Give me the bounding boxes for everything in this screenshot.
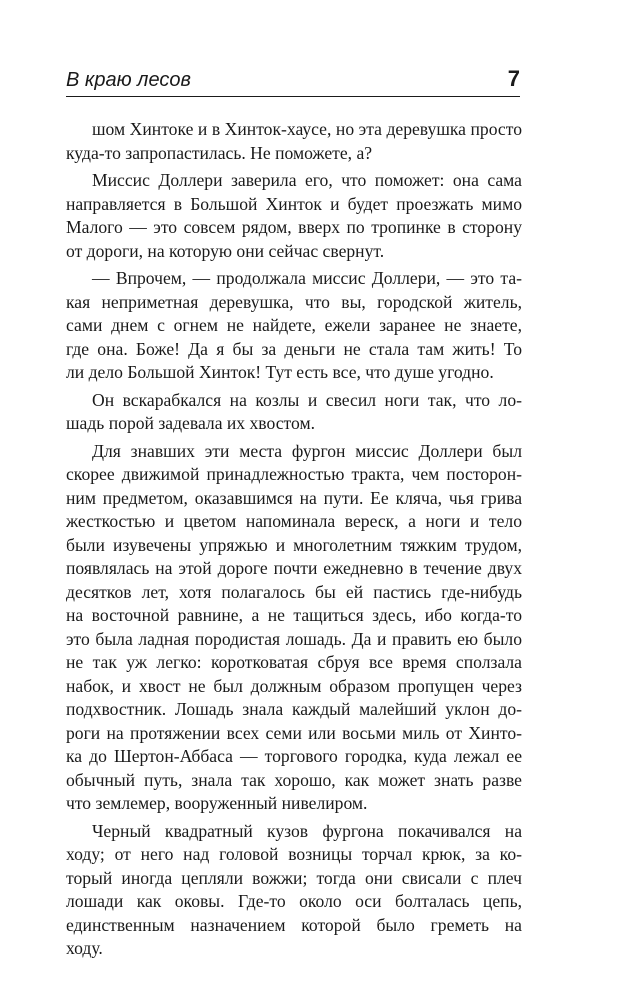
text-line: подхвостник. Лошадь знала каждый малейший уклон до-: [66, 699, 522, 719]
text-line: сами днем с огнем не найдете, ежели заранее не знаете,: [66, 315, 522, 335]
text-line: шадь порой задевала их хвостом.: [66, 413, 315, 433]
paragraph: [66, 389, 522, 436]
text-line: ходу.: [66, 938, 103, 958]
text-line: лошади как оковы. Где-то около оси болталась цепь,: [66, 891, 522, 911]
text-line: жесткостью и цветом напоминала вереск, а ноги и тело: [66, 511, 522, 531]
text-line: ходу; от него над головой возницы торчал крюк, за ко-: [66, 844, 522, 864]
text-line: ка до Шертон-Аббаса — торгового городка, куда лежал ее: [66, 746, 522, 766]
text-line: обычный путь, знала так хорошо, как может знать разве: [66, 769, 522, 790]
text-line: ли дело Большой Хинток! Тут есть все, что душе угодно.: [66, 362, 494, 382]
page-number: 7: [507, 66, 520, 91]
text-line: появлялась на этой дороге почти ежедневно в течение двух: [66, 558, 522, 578]
text-line: на восточной равнине, а не тащиться здесь, ибо когда-то: [66, 605, 522, 625]
paragraph: [66, 169, 522, 263]
text-line: десятков лет, хотя полагалось бы ей пастись где-нибудь: [66, 581, 522, 602]
text-line: скорее движимой принадлежностью тракта, чем посторон-: [66, 464, 522, 484]
header-rule: [66, 96, 520, 97]
text-line: ним предметом, оказавшимся на пути. Ее кляча, чья грива: [66, 487, 522, 508]
text-line: Он вскарабкался на козлы и свесил ноги так, что ло-: [92, 389, 522, 410]
text-line: это была ладная породистая лошадь. Да и править ею было: [66, 628, 522, 649]
text-line: Миссис Доллери заверила его, что поможет: она сама: [92, 170, 522, 190]
text-line: набок, и хвост не был должным образом пропущен через: [66, 675, 522, 696]
running-title: В краю лесов: [66, 69, 191, 91]
text-line: роги на протяжении всех семи или восьми миль от Хинто-: [66, 722, 522, 743]
paragraph: [66, 440, 522, 816]
body-text: [66, 118, 522, 965]
text-line: куда-то запропастилась. Не поможете, а?: [66, 142, 373, 163]
text-line: торый иногда цепляли вожжи; тогда они свисали с плеч: [66, 867, 522, 888]
paragraph: [66, 118, 522, 165]
text-line: кая неприметная деревушка, что вы, городской житель,: [66, 291, 522, 312]
text-line: — Впрочем, — продолжала миссис Доллери, — это та-: [92, 268, 522, 288]
text-line: были изувечены упряжью и многолетним тяжким трудом,: [66, 534, 522, 555]
paragraph: [66, 820, 522, 961]
text-line: где она. Боже! Да я бы за деньги не стала там жить! То: [66, 338, 522, 359]
text-line: шом Хинтоке и в Хинток-хаусе, но эта деревушка просто: [92, 119, 522, 139]
text-line: от дороги, на которую они сейчас свернут.: [66, 240, 385, 261]
running-header: [66, 66, 520, 98]
text-line: Для знавших эти места фургон миссис Доллери был: [92, 440, 522, 461]
text-line: направляется в Большой Хинток и будет проезжать мимо: [66, 193, 522, 214]
text-line: Малого — это совсем рядом, вверх по тропинке в сторону: [66, 217, 522, 237]
paragraph: [66, 267, 522, 385]
text-line: Черный квадратный кузов фургона покачивался на: [92, 820, 522, 841]
text-line: единственным назначением которой было греметь на: [66, 914, 522, 935]
text-line: что землемер, вооруженный нивелиром.: [66, 793, 368, 813]
text-line: не так уж легко: коротковатая сбруя все время сползала: [66, 652, 522, 672]
